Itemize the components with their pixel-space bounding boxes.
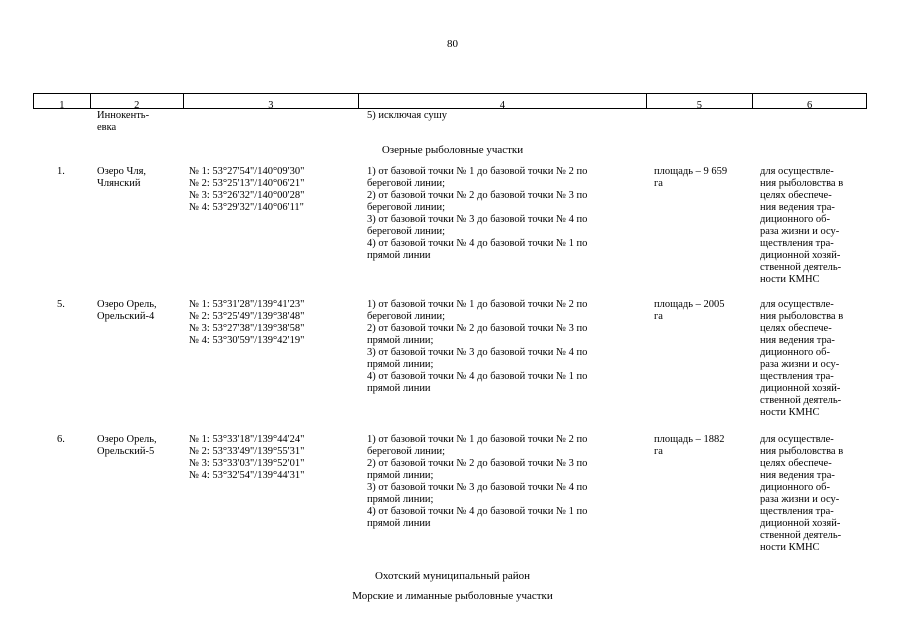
- section-title-lake: Озерные рыболовные участки: [381, 144, 524, 156]
- purpose-line: ществления тра-: [760, 371, 834, 382]
- purpose-line: ности КМНС: [760, 542, 820, 553]
- boundary-line: 1) от базовой точки № 1 до базовой точки № 2 по: [367, 299, 588, 310]
- purpose: [760, 434, 843, 554]
- purpose-line: диционного об-: [760, 482, 830, 493]
- purpose: [760, 166, 843, 286]
- coordinates: [189, 299, 304, 347]
- water-body-name: [97, 299, 157, 323]
- boundary-line: 2) от базовой точки № 2 до базовой точки № 3 по: [367, 190, 588, 201]
- purpose-line: ния рыболовства в: [760, 311, 844, 322]
- boundary-line: береговой линии;: [367, 178, 446, 189]
- purpose-line: для осуществле-: [760, 166, 834, 177]
- boundary-description: [367, 299, 587, 395]
- boundary-line: береговой линии;: [367, 311, 446, 322]
- purpose-line: ности КМНС: [760, 274, 820, 285]
- purpose-line: ственной деятель-: [760, 262, 842, 273]
- continuation-description: 5) исключая сушу: [367, 110, 447, 121]
- column-header-3: 3: [184, 94, 360, 109]
- purpose-line: ния ведения тра-: [760, 335, 835, 346]
- area-line: га: [654, 178, 663, 189]
- boundary-description: [367, 166, 587, 262]
- area: [654, 434, 725, 458]
- purpose-line: диционного об-: [760, 214, 830, 225]
- boundary-line: 4) от базовой точки № 4 до базовой точки № 1 по: [367, 371, 588, 382]
- name-line: Озеро Чля,: [97, 166, 147, 177]
- purpose-line: диционного об-: [760, 347, 830, 358]
- boundary-line: прямой линии;: [367, 359, 434, 370]
- boundary-line: прямой линии;: [367, 470, 434, 481]
- purpose-line: раза жизни и осу-: [760, 494, 840, 505]
- name-line: Орельский-5: [97, 446, 155, 457]
- water-body-name: [97, 434, 157, 458]
- section-title-sea: Морские и лиманные рыболовные участки: [352, 590, 553, 602]
- column-header-4: 4: [359, 94, 646, 109]
- coordinate-line: № 1: 53°27'54"/140°09'30": [189, 166, 305, 177]
- area-line: площадь – 9 659: [654, 166, 728, 177]
- purpose: [760, 299, 843, 419]
- boundary-line: 3) от базовой точки № 3 до базовой точки № 4 по: [367, 347, 588, 358]
- boundary-line: 1) от базовой точки № 1 до базовой точки № 2 по: [367, 434, 588, 445]
- coordinate-line: № 3: 53°27'38"/139°38'58": [189, 323, 305, 334]
- boundary-line: береговой линии;: [367, 446, 446, 457]
- coordinates: [189, 166, 304, 214]
- purpose-line: для осуществле-: [760, 434, 834, 445]
- coordinate-line: № 2: 53°33'49"/139°55'31": [189, 446, 305, 457]
- boundary-line: 2) от базовой точки № 2 до базовой точки № 3 по: [367, 458, 588, 469]
- boundary-line: 1) от базовой точки № 1 до базовой точки № 2 по: [367, 166, 588, 177]
- column-header-2: 2: [91, 94, 184, 109]
- coordinate-line: № 3: 53°33'03"/139°52'01": [189, 458, 305, 469]
- boundary-description: [367, 434, 587, 530]
- continuation-name-line: Иннокенть-: [97, 110, 150, 121]
- coordinate-line: № 1: 53°33'18"/139°44'24": [189, 434, 305, 445]
- boundary-line: 3) от базовой точки № 3 до базовой точки № 4 по: [367, 482, 588, 493]
- row-number: 1.: [57, 166, 65, 177]
- name-line: Озеро Орель,: [97, 434, 157, 445]
- purpose-line: диционной хозяй-: [760, 250, 841, 261]
- purpose-line: ния рыболовства в: [760, 178, 844, 189]
- name-line: Члянский: [97, 178, 141, 189]
- purpose-line: раза жизни и осу-: [760, 226, 840, 237]
- district-title: Охотский муниципальный район: [374, 570, 531, 582]
- name-line: Озеро Орель,: [97, 299, 157, 310]
- purpose-line: целях обеспече-: [760, 190, 832, 201]
- row-number: 5.: [57, 299, 65, 310]
- purpose-line: целях обеспече-: [760, 323, 832, 334]
- purpose-line: ственной деятель-: [760, 395, 842, 406]
- water-body-name: [97, 166, 146, 190]
- column-header-1: 1: [34, 94, 91, 109]
- boundary-line: береговой линии;: [367, 202, 446, 213]
- continuation-name-line: евка: [97, 122, 117, 133]
- boundary-line: прямой линии: [367, 250, 431, 261]
- area-line: га: [654, 446, 663, 457]
- purpose-line: ния рыболовства в: [760, 446, 844, 457]
- coordinate-line: № 3: 53°26'32"/140°00'28": [189, 190, 305, 201]
- purpose-line: раза жизни и осу-: [760, 359, 840, 370]
- boundary-line: прямой линии: [367, 383, 431, 394]
- purpose-line: ния ведения тра-: [760, 470, 835, 481]
- area: [654, 299, 725, 323]
- column-header-6: 6: [807, 100, 813, 109]
- coordinate-line: № 4: 53°32'54"/139°44'31": [189, 470, 305, 481]
- area: [654, 166, 727, 190]
- coordinate-line: № 1: 53°31'28"/139°41'23": [189, 299, 305, 310]
- coordinate-line: № 4: 53°30'59"/139°42'19": [189, 335, 305, 346]
- name-line: Орельский-4: [97, 311, 155, 322]
- boundary-line: прямой линии: [367, 518, 431, 529]
- boundary-line: 4) от базовой точки № 4 до базовой точки № 1 по: [367, 506, 588, 517]
- boundary-line: 3) от базовой точки № 3 до базовой точки № 4 по: [367, 214, 588, 225]
- coordinates: [189, 434, 304, 482]
- purpose-line: диционной хозяй-: [760, 518, 841, 529]
- page-number: 80: [447, 38, 458, 50]
- coordinate-line: № 4: 53°29'32"/140°06'11": [189, 202, 304, 213]
- purpose-line: диционной хозяй-: [760, 383, 841, 394]
- coordinate-line: № 2: 53°25'13"/140°06'21": [189, 178, 305, 189]
- column-header-5: 5: [647, 94, 754, 109]
- area-line: площадь – 1882: [654, 434, 725, 445]
- continuation-name: [97, 110, 149, 134]
- purpose-line: ности КМНС: [760, 407, 820, 418]
- purpose-line: ществления тра-: [760, 506, 834, 517]
- table-column-header-row: [33, 93, 867, 109]
- coordinate-line: № 2: 53°25'49"/139°38'48": [189, 311, 305, 322]
- boundary-line: 4) от базовой точки № 4 до базовой точки № 1 по: [367, 238, 588, 249]
- purpose-line: ществления тра-: [760, 238, 834, 249]
- boundary-line: береговой линии;: [367, 226, 446, 237]
- boundary-line: прямой линии;: [367, 335, 434, 346]
- purpose-line: ственной деятель-: [760, 530, 842, 541]
- purpose-line: целях обеспече-: [760, 458, 832, 469]
- purpose-line: для осуществле-: [760, 299, 834, 310]
- row-number: 6.: [57, 434, 65, 445]
- area-line: площадь – 2005: [654, 299, 725, 310]
- boundary-line: прямой линии;: [367, 494, 434, 505]
- area-line: га: [654, 311, 663, 322]
- purpose-line: ния ведения тра-: [760, 202, 835, 213]
- boundary-line: 2) от базовой точки № 2 до базовой точки № 3 по: [367, 323, 588, 334]
